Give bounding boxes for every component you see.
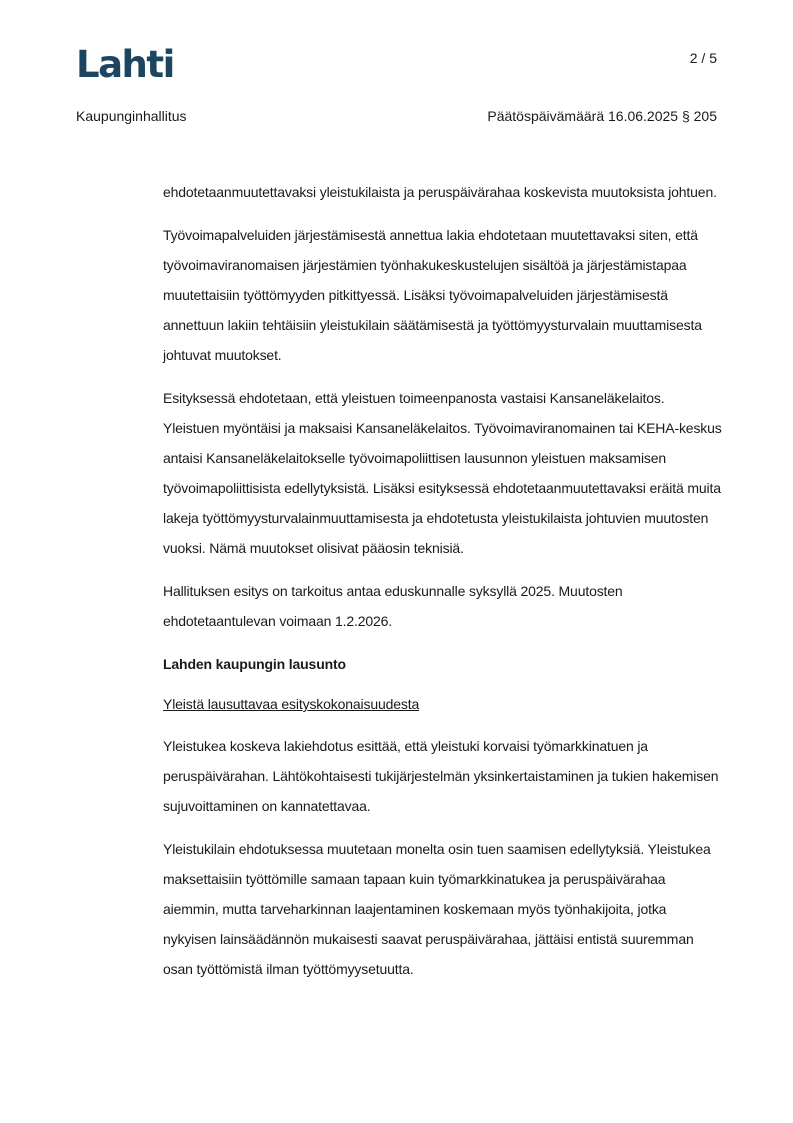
body-paragraph: Yleistukilain ehdotuksessa muutetaan monelta osin tuen saamisen edellytyksiä. Yleistukea maksettaisiin työttömille samaan tapaan kuin työmarkkinatukea ja peruspäivärahaa aiemmin, mutta tarveharkinnan laajentaminen koskemaan myös työnhakijoita, jotka nykyisen lainsäädännön mukaisesti saavat peruspäivärahaa, jättäisi entistä suuremman osan työttömistä ilman työttömyysetuutta. (163, 841, 711, 977)
body-paragraph: Hallituksen esitys on tarkoitus antaa eduskunnalle syksyllä 2025. Muutosten ehdotetaantulevan voimaan 1.2.2026. (163, 583, 623, 629)
page-number: 2 / 5 (689, 50, 717, 66)
document-body (163, 177, 723, 997)
decision-date: Päätöspäivämäärä 16.06.2025 § 205 (487, 108, 717, 124)
organ-name: Kaupunginhallitus (76, 108, 187, 124)
body-paragraph: ehdotetaanmuutettavaksi yleistukilaista ja peruspäivärahaa koskevista muutoksista johtuen. (163, 184, 717, 200)
body-paragraph: Esityksessä ehdotetaan, että yleistuen toimeenpanosta vastaisi Kansaneläkelaitos. Yleistuen myöntäisi ja maksaisi Kansaneläkelaitos. Työvoimaviranomainen tai KEHA-keskus antaisi Kansaneläkelaitokselle työvoimapoliittisen lausunnon yleistuen maksamisen työvoimapoliittisista edellytyksistä. Lisäksi esityksessä ehdotetaanmuutettavaksi eräitä muita lakeja työttömyysturvalainmuuttamisesta ja ehdotetusta yleistukilaista johtuvien muutosten vuoksi. Nämä muutokset olisivat pääosin teknisiä. (163, 390, 722, 556)
body-paragraph: Työvoimapalveluiden järjestämisestä annettua lakia ehdotetaan muutettavaksi siten, että työvoimaviranomaisen järjestämien työnhakukeskustelujen sisältöä ja järjestämistapaa muutettaisiin työttömyyden pitkittyessä. Lisäksi työvoimapalveluiden järjestämisestä annettuun lakiin tehtäisiin yleistukilain säätämisestä ja työttömyysturvalain muuttamisesta johtuvat muutokset. (163, 227, 702, 363)
body-paragraph: Yleistukea koskeva lakiehdotus esittää, että yleistuki korvaisi työmarkkinatuen ja peruspäivärahan. Lähtökohtaisesti tukijärjestelmän yksinkertaistaminen ja tukien hakemisen sujuvoittaminen on kannatettavaa. (163, 738, 719, 814)
lahti-logo: Lahti (76, 43, 174, 86)
section-heading: Lahden kaupungin lausunto (163, 656, 346, 672)
section-subheading: Yleistä lausuttavaa esityskokonaisuudesta (163, 696, 420, 712)
